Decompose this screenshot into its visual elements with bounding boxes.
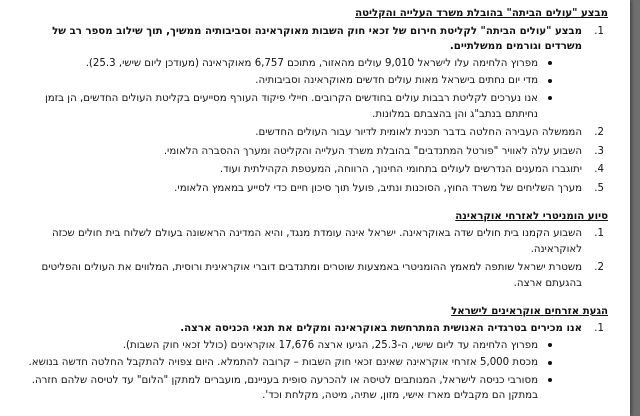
item-number: 1. (594, 323, 604, 335)
bullet-text: מפרוץ הלחימה עלו לישראל 9,010 עולים מהאזור, מתוכם 6,757 מאוקראינה (מעודכן ליום שישי, 25.3). (85, 57, 538, 69)
numbered-item (20, 321, 608, 404)
bullet-item (20, 355, 582, 371)
item-text: השבוע הקמנו בית חולים שדה באוקראינה. ישראל אינה עומדת מנגד, והיא המדינה הראשונה בעולם לשלוח בית חולים שכזה לאוקראינה. (51, 228, 582, 255)
bullet-text: מסורבי כניסה לישראל, המנותבים לטיסה או להכרעה סופית בעניינם, מועברים למתקן "הלום" עד לטיסה שלהם חזרה. במתקן הם מקבלים מארז אישי, מזון, שתיה, מיטה, מקלחת וכד'. (31, 374, 538, 402)
section-humanitarian-aid (20, 209, 608, 292)
section-title: מבצע "עולים הביתה" בהובלת משרד העלייה והקליטה (355, 8, 608, 19)
document-content (20, 6, 608, 410)
bullet-item (20, 91, 582, 122)
bullet-item (20, 373, 582, 404)
numbered-item (20, 162, 608, 178)
bullet-icon (548, 343, 552, 347)
numbered-item (20, 226, 608, 257)
bullet-text: מכסת 5,000 אזרחי אוקראינה שאינם זכאי חוק השבות – קרובה להתמלא. היום צפויה להתקבל החלטה חדשה בנושא. (28, 357, 538, 369)
item-text: הממשלה העבירה החלטה בדבר תכנית לאומית לדיור עבור העולים החדשים. (255, 127, 582, 139)
bullet-icon (548, 61, 552, 65)
section-olim-habayta (20, 6, 608, 197)
bullet-icon (548, 79, 552, 83)
numbered-item (20, 144, 608, 160)
item-number: 1. (594, 25, 604, 37)
item-number: 2. (594, 127, 604, 139)
bullet-item (20, 338, 582, 354)
bullet-list (20, 338, 582, 404)
item-text: מערך השליחים של משרד החוץ, הסוכנות ונתיב, פועל תוך סיכון חיים כדי לסייע במאמץ הלאומי. (174, 182, 582, 194)
section-title: סיוע הומניטרי לאזרחי אוקראינה (455, 210, 608, 222)
bullet-text: מדי יום נחתים בישראל מאות עולים חדשים מאוקראינה וסביבותיה. (255, 75, 538, 87)
bullet-text: מפרוץ הלחימה עד ליום שישי, ה-25.3, הגיעו ארצה 17,676 אוקראינים (כולל זכאי חוק השבות). (122, 339, 538, 351)
item-number: 2. (594, 262, 604, 274)
section-title: הגעת אזרחים אוקראינים לישראל (451, 305, 608, 317)
item-text: השבוע עלה לאוויר "פורטל המתנדבים" בהובלת משרד העלייה והקליטה ומערך ההסברה הלאומי. (163, 145, 582, 157)
numbered-item (20, 181, 608, 197)
numbered-item (20, 125, 608, 141)
item-text: אנו מכירים בטרגדיה האנושית המתרחשת באוקראינה ומקלים את תנאי הכניסה ארצה. (180, 323, 582, 335)
bullet-text: אנו נערכים לקליטת רבבות עולים בחודשים הקרובים. חיילי פיקוד העורף מסייעים בקליטת העולים החדשים, הן בזמן נחיתתם בנתב"ג והן בהצבתם במלונות. (44, 92, 538, 120)
bullet-icon (548, 378, 552, 382)
numbered-item (20, 24, 608, 123)
item-number: 3. (594, 145, 604, 157)
section-ukrainian-arrivals (20, 304, 608, 405)
item-text: יתוגברו המענים הנדרשים לעולים בתחומי החינוך, הרווחה, המעטפת הקהילתית ועוד. (219, 164, 582, 176)
item-number: 4. (594, 164, 604, 176)
bullet-icon (548, 361, 552, 365)
bullet-item (20, 56, 582, 72)
item-text: מבצע "עולים הביתה" לקליטת חירום של זכאי חוק השבות מאוקראינה וסביבותיה ממשיך, תוך שילוב מספר רב של משרדים וגורמים ממשלתיים. (52, 25, 582, 53)
bullet-list (20, 56, 582, 122)
bullet-icon (548, 96, 552, 100)
numbered-item (20, 260, 608, 291)
item-number: 1. (594, 228, 604, 240)
item-text: משטרת ישראל שותפה למאמץ ההומניטרי באמצעות שוטרים ומתנדבים דוברי אוקראינית ורוסית, המלווים את העולים והפליטים בהגעתם ארצה. (41, 262, 582, 289)
item-number: 5. (594, 182, 604, 194)
bullet-item (20, 73, 582, 89)
